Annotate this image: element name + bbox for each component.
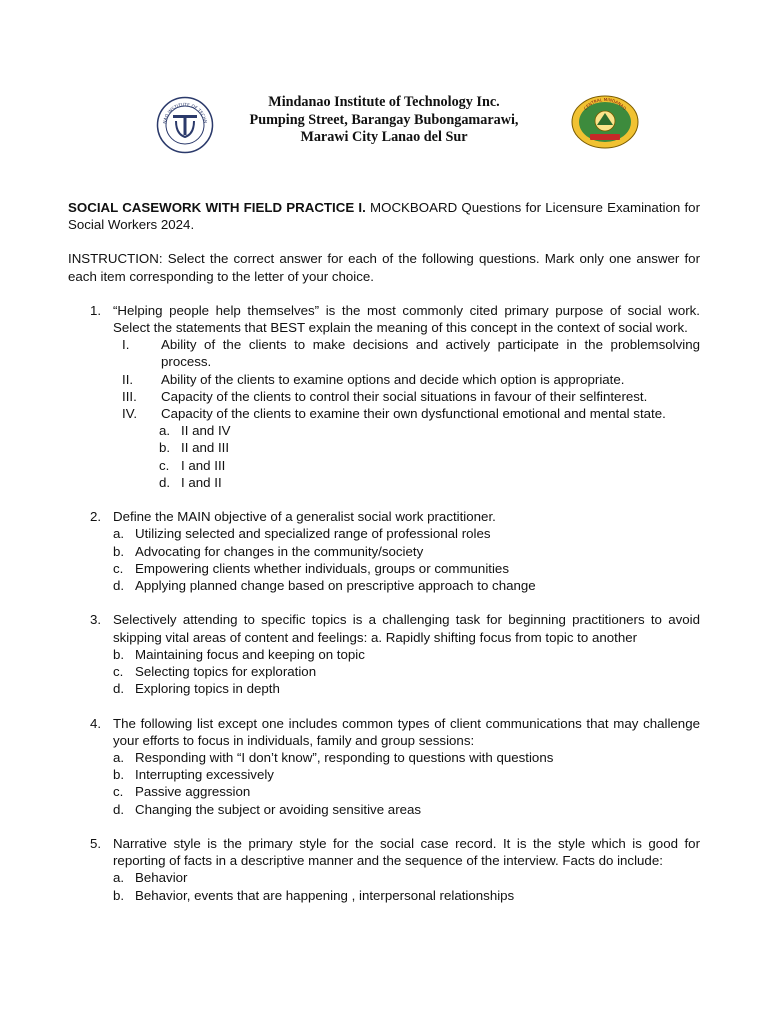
address-line-2: Marawi City Lanao del Sur: [300, 129, 468, 145]
choice-text: Empowering clients whether individuals, groups or communities: [135, 560, 509, 576]
question-text: The following list except one includes common types of client communications that may challenge your efforts to focus in individuals, family and group sessions:: [113, 715, 700, 748]
choice-letter: d.: [113, 681, 125, 697]
choice-letter: a.: [113, 526, 125, 542]
question-text: Define the MAIN objective of a generalist social work practitioner.: [113, 509, 496, 525]
letterhead: [0, 92, 768, 152]
instruction-text: INSTRUCTION: Select the correct answer for each of the following questions. Mark only one answer for each item corresponding to the letter of your choice.: [68, 251, 700, 284]
statement-list: [113, 336, 700, 422]
statement-item: [113, 336, 700, 370]
choice-letter: d.: [113, 578, 125, 594]
question-text: “Helping people help themselves” is the most commonly cited primary purpose of social work. Select the statements that BEST explain the meaning of this concept in the context of social work.: [113, 302, 700, 336]
choice-text: Behavior: [135, 870, 188, 886]
choice-item: [113, 680, 700, 697]
institution-info: [200, 94, 568, 147]
choice-text: Maintaining focus and keeping on topic: [135, 646, 365, 662]
statement-item: [113, 371, 700, 388]
statement-text: Ability of the clients to examine options and decide which option is appropriate.: [161, 371, 625, 387]
choice-item: [113, 869, 700, 886]
partner-seal-icon: [570, 94, 640, 150]
choice-text: Passive aggression: [135, 784, 251, 800]
choice-text: I and II: [181, 474, 222, 490]
institution-name: Mindanao Institute of Technology Inc.: [268, 94, 500, 110]
choice-letter: c.: [113, 784, 124, 800]
choice-text: Selecting topics for exploration: [135, 664, 317, 680]
choice-list: [113, 869, 700, 903]
left-seal-text: NAO INSTITUTE OF TECHN: [162, 102, 207, 125]
question-item: [68, 302, 700, 491]
choice-letter: a.: [113, 750, 125, 766]
choice-list: [113, 749, 700, 818]
question-number: 1.: [90, 302, 102, 318]
choice-letter: c.: [113, 560, 124, 576]
choice-text: Utilizing selected and specialized range of professional roles: [135, 526, 491, 542]
choice-letter: b.: [113, 767, 125, 783]
statement-label: III.: [122, 388, 137, 404]
choice-item: [113, 783, 700, 800]
statement-item: [113, 388, 700, 405]
statement-text: Ability of the clients to make decisions and actively participate in the problemsolving process.: [161, 337, 700, 370]
question-item: [68, 508, 700, 594]
choice-item: [159, 457, 700, 474]
choice-letter: d.: [113, 801, 125, 817]
question-number: 3.: [90, 612, 102, 628]
statement-item: [113, 405, 700, 422]
course-title: SOCIAL CASEWORK WITH FIELD PRACTICE I.: [68, 200, 366, 215]
choice-item: [113, 801, 700, 818]
choice-list: [113, 646, 700, 698]
exam-title: [68, 199, 700, 233]
question-number: 4.: [90, 715, 102, 731]
document-body: [68, 199, 700, 921]
address-line-1: Pumping Street, Barangay Bubongamarawi,: [249, 111, 519, 128]
choice-item: [113, 887, 700, 904]
choice-item: [159, 474, 700, 491]
choice-text: Behavior, events that are happening , interpersonal relationships: [135, 887, 515, 903]
statement-label: IV.: [122, 406, 138, 422]
statement-label: II.: [122, 371, 134, 387]
choice-letter: c.: [159, 457, 170, 473]
choice-letter: a.: [159, 423, 171, 439]
right-seal-text: CENTRAL MINDANAO: [582, 96, 628, 111]
choice-item: [159, 439, 700, 456]
choice-text: Responding with “I don’t know”, responding to questions with questions: [135, 750, 554, 766]
choice-text: Advocating for changes in the community/society: [135, 543, 424, 559]
question-number: 5.: [90, 836, 102, 852]
statement-text: Capacity of the clients to control their social situations in favour of their selfinterest.: [161, 388, 648, 404]
choice-text: II and III: [181, 440, 230, 456]
choice-text: II and IV: [181, 423, 231, 439]
choice-item: [113, 560, 700, 577]
question-item: [68, 835, 700, 904]
choice-letter: d.: [159, 474, 171, 490]
question-text: Selectively attending to specific topics is a challenging task for beginning practitioners to avoid skipping vital areas of content and feelings: a. Rapidly shifting focus from topic to another: [113, 612, 700, 645]
choice-item: [113, 525, 700, 542]
exam-subtitle: MOCKBOARD Questions for Licensure Examination for Social Workers 2024.: [68, 200, 700, 233]
choice-list: [113, 525, 700, 594]
choice-item: [113, 577, 700, 594]
question-item: [68, 611, 700, 697]
choice-item: [113, 646, 700, 663]
choice-list: [159, 422, 700, 491]
choice-item: [113, 543, 700, 560]
choice-item: [159, 422, 700, 439]
statement-text: Capacity of the clients to examine their own dysfunctional emotional and mental state.: [161, 406, 666, 422]
choice-text: I and III: [181, 457, 226, 473]
choice-text: Applying planned change based on prescriptive approach to change: [135, 578, 536, 594]
choice-item: [113, 766, 700, 783]
choice-letter: b.: [113, 887, 125, 903]
question-item: [68, 715, 700, 818]
choice-letter: c.: [113, 664, 124, 680]
question-text: Narrative style is the primary style for the social case record. It is the style which is good for reporting of facts in a descriptive manner and the sequence of the interview. Facts do include:: [113, 836, 700, 869]
choice-letter: b.: [159, 440, 171, 456]
choice-letter: b.: [113, 646, 125, 662]
statement-label: I.: [122, 337, 130, 353]
choice-letter: b.: [113, 543, 125, 559]
question-number: 2.: [90, 509, 102, 525]
choice-item: [113, 749, 700, 766]
choice-text: Exploring topics in depth: [135, 681, 280, 697]
choice-text: Interrupting excessively: [135, 767, 274, 783]
choice-item: [113, 663, 700, 680]
choice-text: Changing the subject or avoiding sensitive areas: [135, 801, 422, 817]
question-list: [68, 302, 700, 904]
choice-letter: a.: [113, 870, 125, 886]
